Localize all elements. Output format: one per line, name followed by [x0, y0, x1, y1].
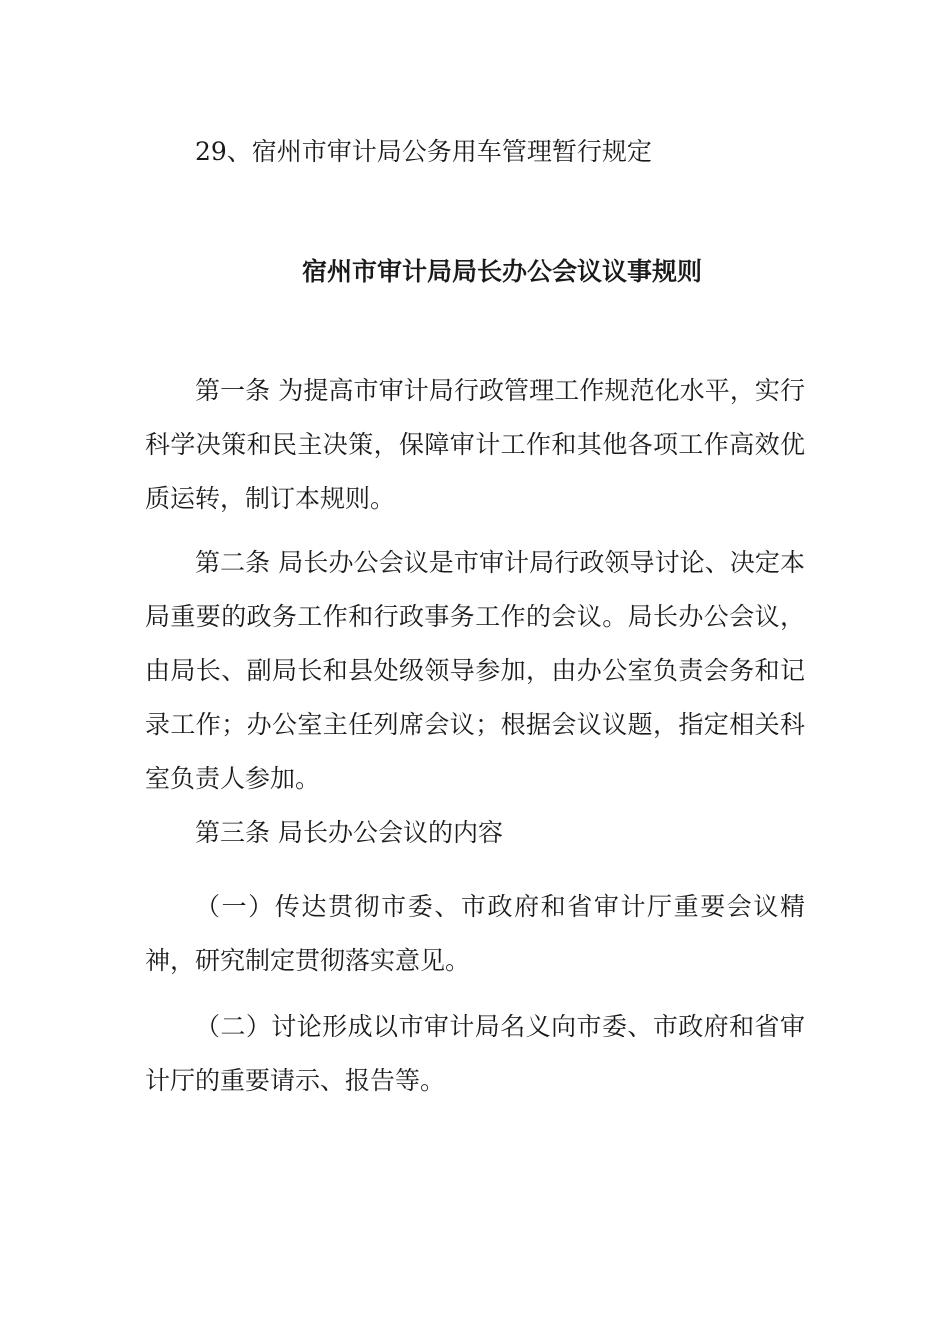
document-list-item: 29、宿州市审计局公务用车管理暂行规定: [195, 137, 652, 166]
article-3-item-2: （二）讨论形成以市审计局名义向市委、市政府和省审计厅的重要请示、报告等。: [145, 1012, 805, 1095]
article-1-paragraph: 第一条 为提高市审计局行政管理工作规范化水平，实行科学决策和民主决策，保障审计工作和其他各项工作高效优质运转，制订本规则。: [145, 376, 805, 513]
document-title: 宿州市审计局局长办公会议议事规则: [301, 257, 702, 286]
article-3-item-1: （一）传达贯彻市委、市政府和省审计厅重要会议精神，研究制定贯彻落实意见。: [145, 892, 805, 975]
article-3-heading: 第三条 局长办公会议的内容: [195, 818, 503, 847]
article-2-paragraph: 第二条 局长办公会议是市审计局行政领导讨论、决定本局重要的政务工作和行政事务工作的会议。局长办公会议，由局长、副局长和县处级领导参加，由办公室负责会务和记录工作；办公室主任列席会议；根据会议议题，指定相关科室负责人参加。: [145, 548, 805, 793]
